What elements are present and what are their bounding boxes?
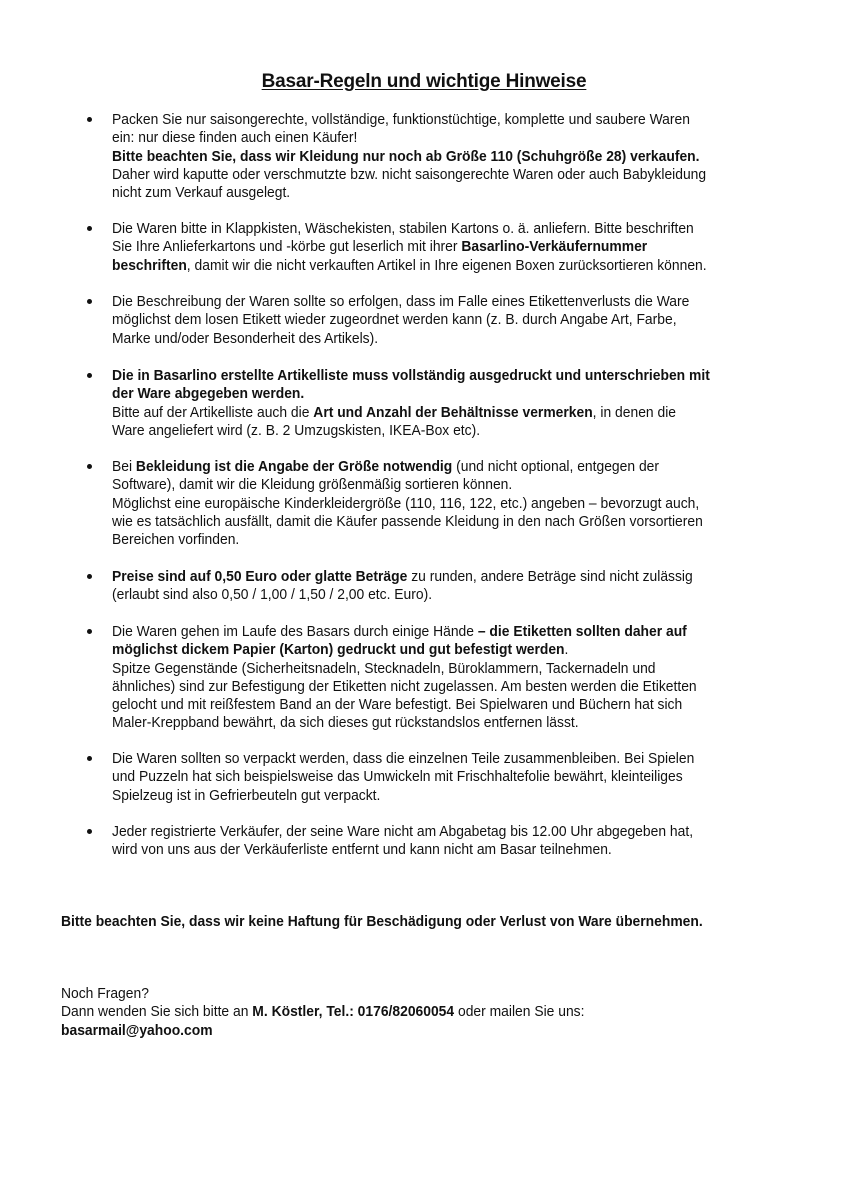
rule-line bbox=[112, 823, 693, 841]
rule-text-segment: gelocht und mit reißfestem Band an der Ware befestigt. Bei Spielwaren und Büchern hat sich bbox=[112, 696, 683, 714]
rule-text-segment: zu runden, andere Beträge sind nicht zulässig bbox=[407, 568, 693, 585]
rule-line bbox=[112, 330, 689, 348]
rule-text-segment: Möglichst eine europäische Kinderkleidergröße (110, 116, 122, etc.) angeben – bevorzugt auch, bbox=[112, 494, 700, 512]
rule-text-segment: Die Beschreibung der Waren sollte so erfolgen, dass im Falle eines Etikettenverlusts die Ware bbox=[112, 293, 690, 310]
bullet-icon bbox=[86, 293, 94, 301]
rule-line bbox=[112, 495, 703, 513]
rule-text-segment: Spielzeug ist in Gefrierbeuteln gut verpackt. bbox=[112, 786, 381, 804]
rule-text-bold: Die in Basarlino erstellte Artikelliste muss vollständig ausgedruckt und unterschrieben mit bbox=[112, 367, 710, 384]
rule-line bbox=[112, 422, 710, 440]
bullet-icon bbox=[86, 367, 94, 375]
rule-text-segment: ein: nur diese finden auch einen Käufer! bbox=[112, 129, 358, 147]
rule-text-segment: Packen Sie nur saisongerechte, vollständige, funktionstüchtige, komplette und saubere Waren bbox=[112, 111, 690, 128]
rule-text bbox=[112, 111, 706, 202]
rule-line bbox=[112, 768, 694, 786]
rule-text-segment: wird von uns aus der Verkäuferliste entfernt und kann nicht am Basar teilnehmen. bbox=[112, 841, 612, 859]
rule-text-segment: , in denen die bbox=[592, 403, 677, 421]
rule-text-segment: Bei bbox=[112, 458, 136, 475]
rule-text-segment: nicht zum Verkauf ausgelegt. bbox=[112, 184, 291, 202]
rule-line bbox=[112, 184, 706, 202]
rule-line bbox=[112, 257, 707, 275]
rule-text-bold: Bitte beachten Sie, dass wir Kleidung nur noch ab Größe 110 (Schuhgröße 28) verkaufen. bbox=[112, 147, 700, 165]
rule-line bbox=[112, 293, 689, 311]
rule-text-bold: Basarlino-Verkäufernummer bbox=[461, 238, 648, 256]
rule-text bbox=[112, 750, 694, 805]
rule-line bbox=[112, 750, 694, 768]
rule-text-bold: Bekleidung ist die Angabe der Größe notwendig bbox=[135, 458, 453, 475]
rule-line bbox=[112, 568, 693, 586]
rule-text-segment: (und nicht optional, entgegen der bbox=[452, 458, 659, 475]
rule-text-segment: möglichst dem losen Etikett wieder zugeordnet werden kann (z. B. durch Angabe Art, Farbe, bbox=[112, 311, 677, 329]
rule-text-segment: Daher wird kaputte oder verschmutzte bzw. nicht saisongerechte Waren oder auch Babykleidung bbox=[112, 165, 707, 183]
rule-text-segment: Die Waren sollten so verpackt werden, dass die einzelnen Teile zusammenbleiben. Bei Spielen bbox=[112, 750, 695, 767]
rule-text bbox=[112, 623, 697, 733]
rule-line bbox=[112, 714, 697, 732]
rule-text-bold: der Ware abgegeben werden. bbox=[112, 385, 305, 403]
rule-text bbox=[112, 823, 693, 860]
rule-text bbox=[112, 458, 703, 549]
rule-text bbox=[112, 367, 710, 440]
bullet-icon bbox=[86, 568, 94, 576]
rule-line bbox=[112, 166, 706, 184]
rule-line bbox=[112, 586, 693, 604]
rule-line bbox=[112, 641, 697, 659]
rule-line bbox=[112, 458, 703, 476]
rule-text-segment: Maler-Kreppband bewährt, da sich dieses gut rückstandslos entfernen lässt. bbox=[112, 714, 579, 732]
rule-line bbox=[112, 148, 706, 166]
rule-text-bold: Art und Anzahl der Behältnisse vermerken bbox=[313, 403, 593, 421]
rule-line bbox=[112, 841, 693, 859]
contact-line bbox=[61, 1003, 584, 1021]
rule-text-segment: Bitte auf der Artikelliste auch die bbox=[112, 403, 314, 421]
rule-text-segment: Die Waren gehen im Laufe des Basars durch einige Hände bbox=[112, 623, 478, 640]
rule-line bbox=[112, 531, 703, 549]
rule-line bbox=[112, 787, 694, 805]
rule-line bbox=[112, 385, 710, 403]
rule-text-segment: Die Waren bitte in Klappkisten, Wäschekisten, stabilen Kartons o. ä. anliefern. Bitte beschriften bbox=[112, 220, 694, 237]
bullet-icon bbox=[86, 823, 94, 831]
rule-text-segment: . bbox=[564, 641, 569, 659]
bullet-icon bbox=[86, 750, 94, 758]
contact-outro: oder mailen Sie uns: bbox=[454, 1003, 585, 1021]
page-title: Basar-Regeln und wichtige Hinweise bbox=[261, 71, 587, 92]
rule-text-segment: Bereichen vorfinden. bbox=[112, 531, 240, 549]
rule-text bbox=[112, 293, 689, 348]
rule-text-bold: – die Etiketten sollten daher auf bbox=[477, 623, 687, 640]
rule-text-segment: und Puzzeln hat sich beispielsweise das Umwickeln mit Frischhaltefolie bewährt, kleinteiliges bbox=[112, 768, 683, 786]
rule-line bbox=[112, 476, 703, 494]
rule-line bbox=[112, 696, 697, 714]
rule-text-segment: Ware angeliefert wird (z. B. 2 Umzugskisten, IKEA-Box etc). bbox=[112, 421, 481, 439]
rule-line bbox=[112, 623, 697, 641]
contact-intro: Dann wenden Sie sich bitte an bbox=[61, 1003, 253, 1021]
rule-text-segment: Sie Ihre Anlieferkartons und -körbe gut leserlich mit ihrer bbox=[112, 238, 462, 256]
rule-line bbox=[112, 238, 707, 256]
rule-line bbox=[112, 111, 706, 129]
bullet-icon bbox=[86, 220, 94, 228]
rule-text bbox=[112, 220, 707, 275]
rule-line bbox=[112, 367, 710, 385]
rule-text-bold: Preise sind auf 0,50 Euro oder glatte Beträge bbox=[112, 568, 408, 585]
contact-email[interactable]: basarmail@yahoo.com bbox=[61, 1021, 213, 1039]
rule-text-bold: möglichst dickem Papier (Karton) gedruckt und gut befestigt werden bbox=[112, 641, 565, 659]
rule-line bbox=[112, 513, 703, 531]
rule-text-segment: ähnliches) sind zur Befestigung der Etiketten nicht zugelassen. Am besten werden die Etiketten bbox=[112, 677, 697, 695]
disclaimer-text: Bitte beachten Sie, dass wir keine Haftung für Beschädigung oder Verlust von Ware übernehmen. bbox=[61, 913, 703, 930]
bullet-icon bbox=[86, 623, 94, 631]
rule-text-segment: (erlaubt sind also 0,50 / 1,00 / 1,50 / 2,00 etc. Euro). bbox=[112, 586, 433, 604]
rule-line bbox=[112, 311, 689, 329]
rule-line bbox=[112, 660, 697, 678]
rule-text-segment: , damit wir die nicht verkauften Artikel in Ihre eigenen Boxen zurücksortieren können. bbox=[186, 256, 707, 274]
rule-line bbox=[112, 404, 710, 422]
contact-question: Noch Fragen? bbox=[61, 985, 149, 1002]
rule-text-bold: beschriften bbox=[112, 256, 187, 274]
rule-line bbox=[112, 220, 707, 238]
rule-line bbox=[112, 129, 706, 147]
contact-person: M. Köstler, Tel.: 0176/82060054 bbox=[252, 1003, 455, 1021]
rule-text-segment: Software), damit wir die Kleidung größenmäßig sortieren können. bbox=[112, 476, 513, 494]
bullet-icon bbox=[86, 458, 94, 466]
rule-text-segment: Jeder registrierte Verkäufer, der seine Ware nicht am Abgabetag bis 12.00 Uhr abgegeben hat, bbox=[112, 823, 694, 840]
rule-text bbox=[112, 568, 693, 605]
rule-text-segment: wie es tatsächlich ausfällt, damit die Käufer passende Kleidung in den nach Größen vorsortieren bbox=[112, 512, 703, 530]
bullet-icon bbox=[86, 111, 94, 119]
rule-text-segment: Spitze Gegenstände (Sicherheitsnadeln, Stecknadeln, Büroklammern, Tackernadeln und bbox=[112, 659, 656, 677]
rule-line bbox=[112, 678, 697, 696]
rule-text-segment: Marke und/oder Besonderheit des Artikels). bbox=[112, 329, 379, 347]
